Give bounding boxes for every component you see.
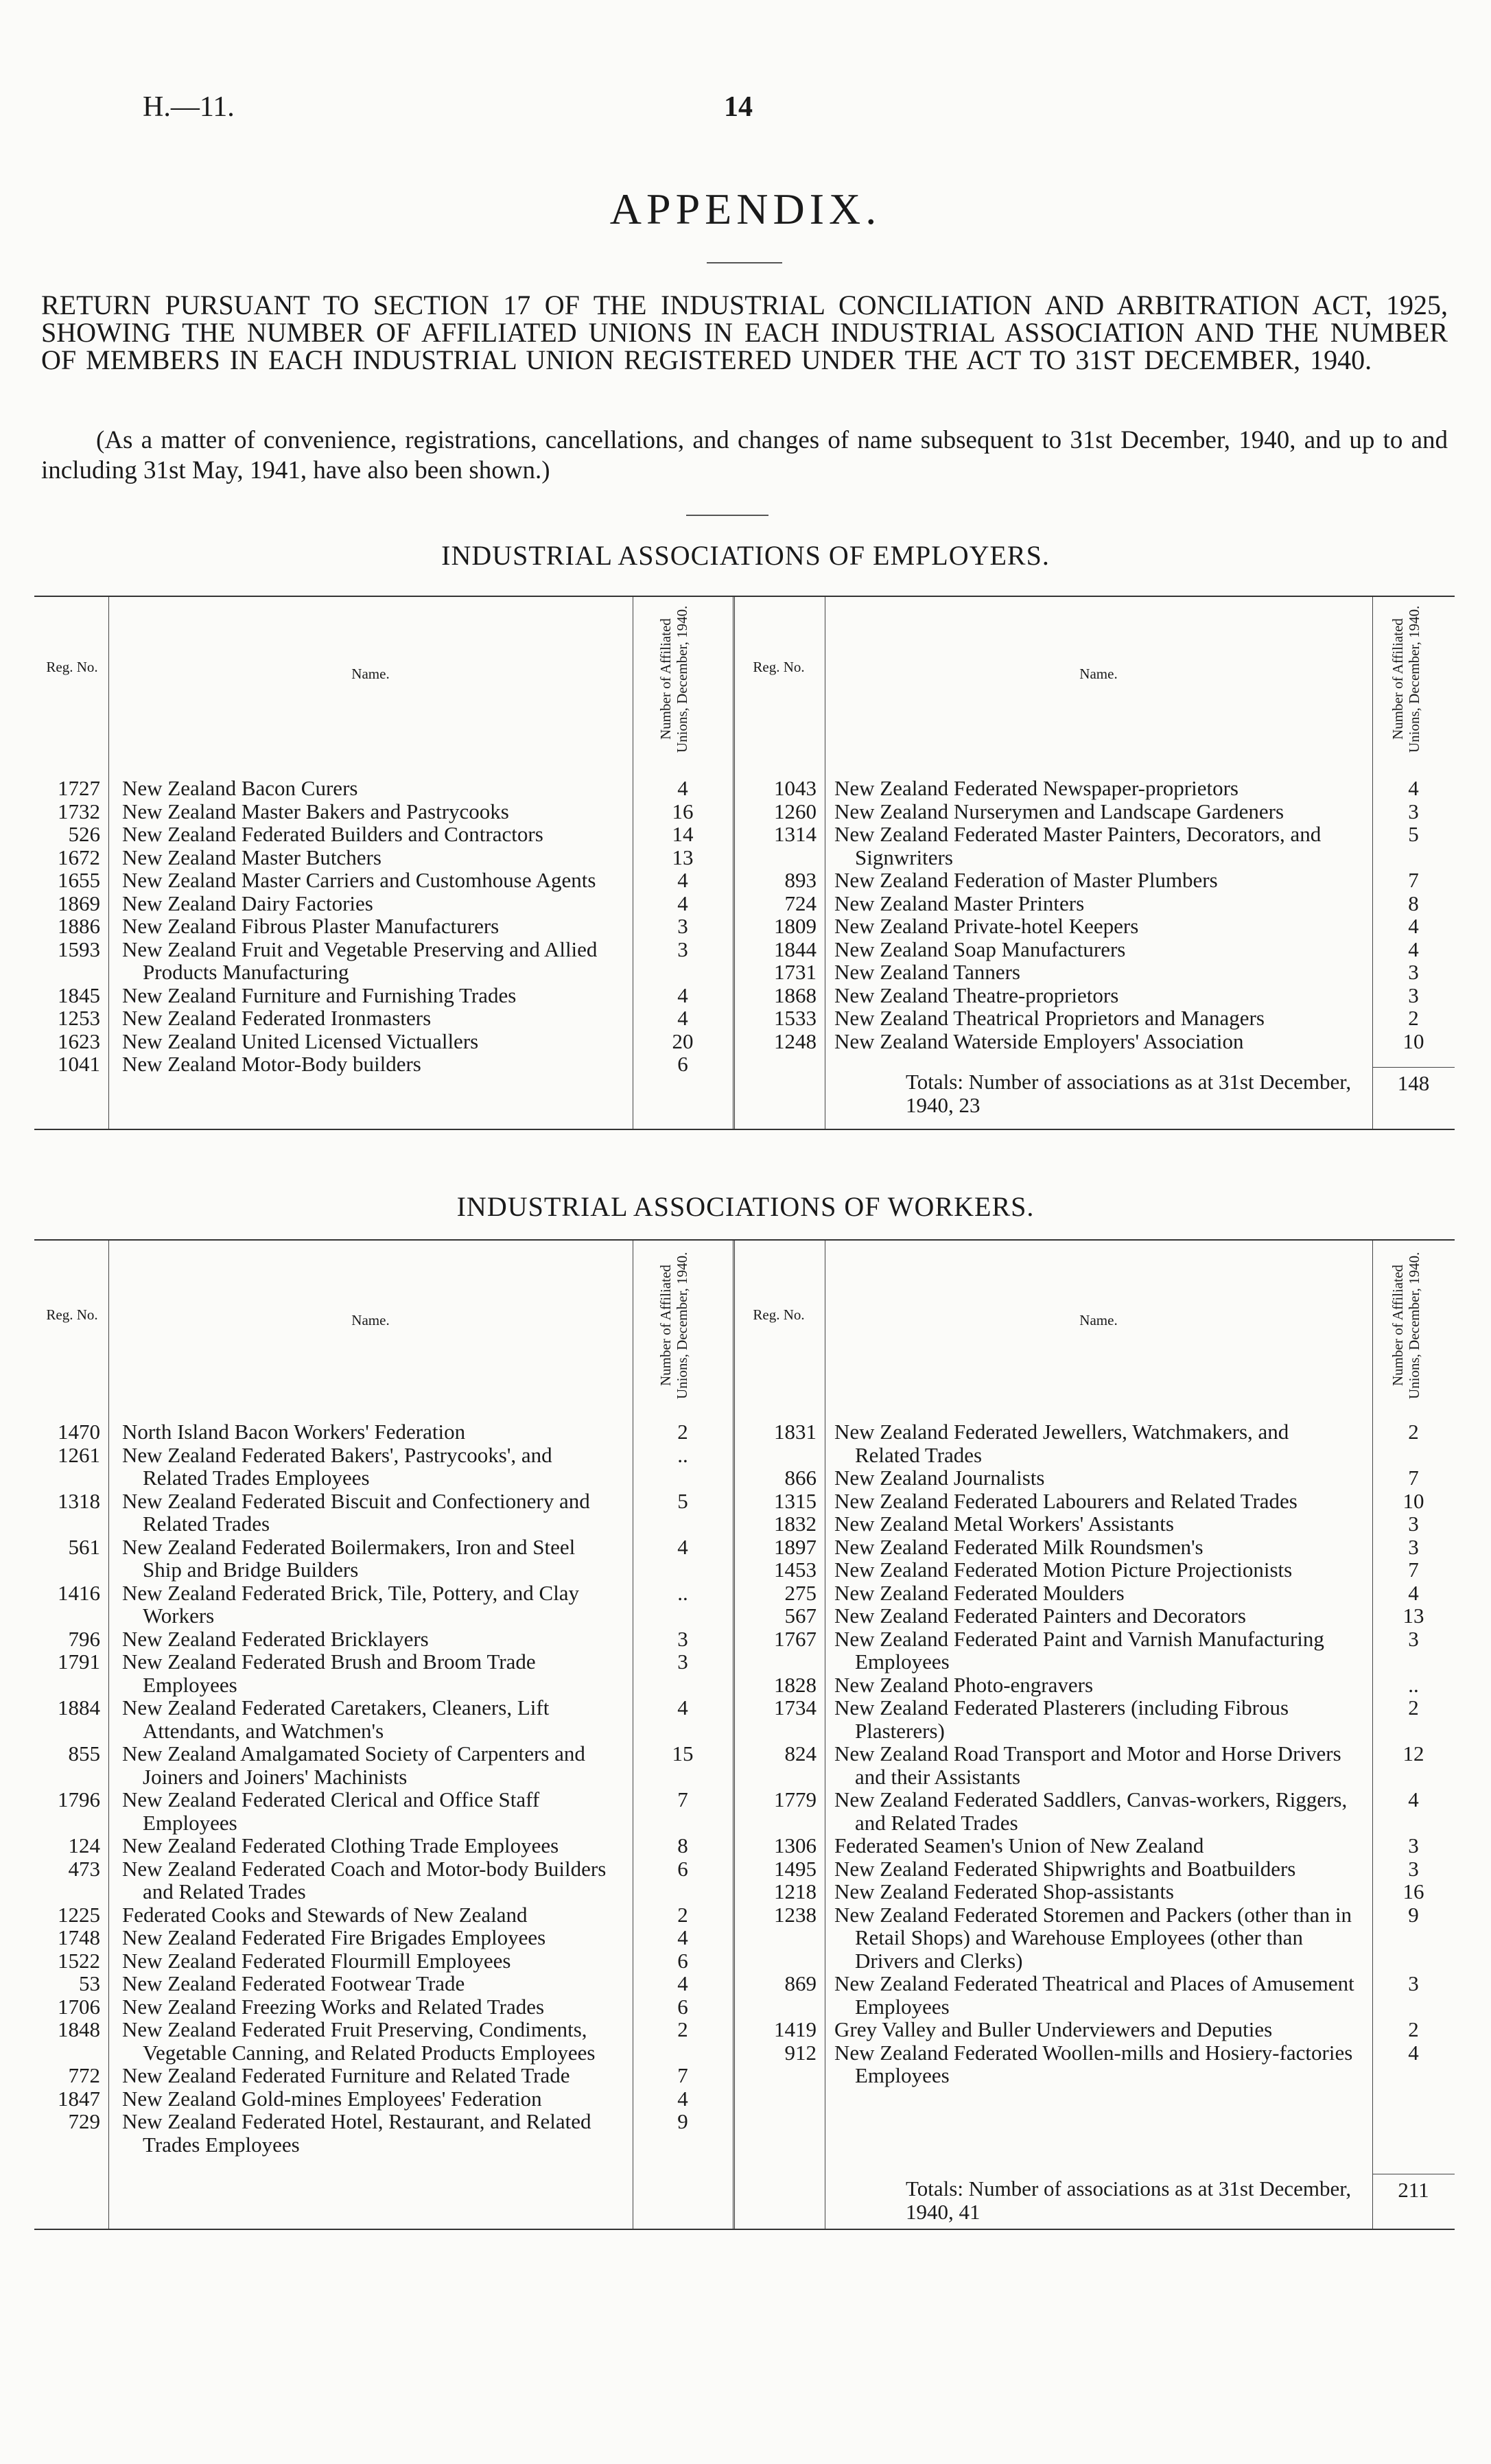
affiliated-count: 16 [672, 799, 694, 823]
table-row [34, 2064, 733, 2087]
table-row [34, 777, 733, 800]
table-row [733, 2041, 1455, 2087]
reg-number: 1779 [774, 1787, 817, 1811]
association-name: New Zealand Federated Moulders [834, 1580, 1125, 1605]
table-row [34, 1628, 733, 1651]
employers-col-name-left: Name. [351, 666, 390, 682]
table-row [733, 1696, 1455, 1742]
affiliated-count: 4 [677, 1925, 688, 1949]
affiliated-count: 5 [677, 1488, 688, 1513]
reg-number: 1847 [58, 2086, 100, 2111]
affiliated-count: 4 [677, 1971, 688, 1995]
appendix-title: APPENDIX. [609, 185, 882, 233]
association-name: North Island Bacon Workers' Federation [122, 1420, 466, 1444]
association-name: New Zealand Federated Bricklayers [122, 1626, 429, 1651]
reg-number: 866 [784, 1466, 817, 1490]
table-row [34, 1053, 733, 1076]
table-row [34, 2087, 733, 2111]
association-name: New Zealand Waterside Employers' Association [834, 1029, 1244, 1053]
page-header-reference: H.—11. [143, 91, 235, 123]
association-name: New Zealand Federated Newspaper-proprietors [834, 776, 1238, 800]
table-row [34, 1903, 733, 1927]
affiliated-count: 3 [677, 1650, 688, 1674]
association-name: New Zealand Photo-engravers [834, 1672, 1094, 1697]
association-name: New Zealand Metal Workers' Assistants [834, 1512, 1174, 1536]
association-name: New Zealand Federated Biscuit and Confectionery and Related Trades [122, 1488, 590, 1536]
workers-right-rows [733, 1420, 1455, 2087]
workers-col-reg-left: Reg. No. [46, 1306, 98, 1323]
table-row [34, 1696, 733, 1742]
affiliated-count: 2 [677, 1420, 688, 1444]
reg-number: 1809 [774, 914, 817, 938]
workers-col-reg-right: Reg. No. [753, 1306, 805, 1323]
employers-right-rows [733, 777, 1455, 1053]
table-row [34, 1420, 733, 1444]
reg-number: 1886 [58, 914, 100, 938]
table-row [733, 1558, 1455, 1582]
association-name: New Zealand Federated Hotel, Restaurant, and Related Trades Employees [122, 2109, 591, 2157]
affiliated-count: 6 [677, 1856, 688, 1881]
association-name: New Zealand Federated Woollen-mills and Hosiery-factories Employees [834, 2040, 1353, 2087]
table-row [34, 1536, 733, 1582]
association-name: New Zealand Federated Boilermakers, Iron and Steel Ship and Bridge Builders [122, 1534, 576, 1582]
affiliated-count: 4 [677, 891, 688, 915]
table-row [34, 846, 733, 869]
association-name: New Zealand Gold-mines Employees' Federation [122, 2086, 542, 2111]
affiliated-count: 2 [1408, 1696, 1419, 1720]
reg-number: 1225 [58, 1902, 100, 1927]
affiliated-count: 4 [677, 776, 688, 800]
page-number: 14 [724, 91, 753, 123]
table-row [34, 892, 733, 915]
workers-totals-label: Totals: Number of associations as at 31st December, 1940, 41 [906, 2176, 1352, 2224]
table-row [34, 1030, 733, 1053]
title-rule [707, 262, 782, 263]
association-name: New Zealand Federated Plasterers (including Fibrous Plasterers) [834, 1696, 1289, 1743]
affiliated-count: 4 [1408, 1787, 1419, 1811]
association-name: New Zealand Nurserymen and Landscape Gardeners [834, 799, 1284, 823]
affiliated-count: 8 [1408, 891, 1419, 915]
affiliated-count: 4 [677, 1696, 688, 1720]
affiliated-count: 5 [1408, 822, 1419, 846]
reg-number: 1832 [774, 1512, 817, 1536]
association-name: New Zealand Fibrous Plaster Manufacturers [122, 914, 500, 938]
association-name: New Zealand Federated Motion Picture Projectionists [834, 1558, 1293, 1582]
association-name: New Zealand Federated Painters and Decorators [834, 1604, 1246, 1628]
association-name: New Zealand Federated Paint and Varnish Manufacturing Employees [834, 1626, 1324, 1674]
affiliated-count: 4 [677, 1006, 688, 1030]
employers-table [34, 596, 1455, 1130]
reg-number: 473 [68, 1856, 100, 1881]
affiliated-count: 4 [677, 868, 688, 892]
association-name: New Zealand Federation of Master Plumbers [834, 868, 1218, 892]
workers-col-number-right: Number of Affiliated Unions, December, 1940. [1389, 1252, 1422, 1400]
association-name: New Zealand Master Bakers and Pastrycooks [122, 799, 509, 823]
reg-number: 1314 [774, 822, 817, 846]
affiliated-count: 9 [1408, 1902, 1419, 1927]
association-name: New Zealand Federated Footwear Trade [122, 1971, 465, 1995]
association-name: New Zealand Federated Clothing Trade Employees [122, 1833, 559, 1857]
affiliated-count: 3 [1408, 1971, 1419, 1995]
association-name: New Zealand Federated Brick, Tile, Pottery, and Clay Workers [122, 1580, 580, 1628]
association-name: New Zealand Federated Brush and Broom Trade Employees [122, 1650, 536, 1697]
return-heading: RETURN PURSUANT TO SECTION 17 OF THE INDUSTRIAL CONCILIATION AND ARBITRATION ACT, 1925, SHOWING THE NUMBER OF AFFILIATED UNIONS IN EACH INDUSTRIAL ASSOCIATION AND THE NUMBER OF MEMBERS IN EACH INDUSTRIAL UNION REGISTERED UNDER THE ACT TO 31ST DECEMBER, 1940. [41, 290, 1448, 375]
employers-left-rows [34, 777, 733, 1076]
note-rule [686, 515, 768, 516]
reg-number: 869 [784, 1971, 817, 1995]
association-name: New Zealand Federated Labourers and Related Trades [834, 1488, 1298, 1513]
affiliated-count: 4 [677, 983, 688, 1007]
affiliated-count: 7 [677, 1787, 688, 1811]
workers-table [34, 1239, 1455, 2230]
table-row [733, 1880, 1455, 1903]
reg-number: 1831 [774, 1420, 817, 1444]
table-row [733, 1420, 1455, 1466]
table-row [733, 1903, 1455, 1973]
affiliated-count: .. [1408, 1672, 1419, 1697]
employers-section-title: INDUSTRIAL ASSOCIATIONS OF EMPLOYERS. [441, 540, 1050, 571]
table-row [34, 1582, 733, 1628]
workers-col-number-left: Number of Affiliated Unions, December, 1940. [657, 1252, 690, 1400]
reg-number: 855 [68, 1741, 100, 1765]
table-row [34, 1007, 733, 1030]
reg-number: 1261 [58, 1442, 100, 1467]
reg-number: 1748 [58, 1925, 100, 1949]
reg-number: 275 [784, 1580, 817, 1605]
reg-number: 1041 [58, 1052, 100, 1076]
table-row [733, 1742, 1455, 1788]
reg-number: 526 [68, 822, 100, 846]
table-row [733, 1582, 1455, 1605]
reg-number: 1844 [774, 937, 817, 961]
table-row [34, 1650, 733, 1696]
association-name: New Zealand Federated Saddlers, Canvas-workers, Riggers, and Related Trades [834, 1787, 1348, 1835]
association-name: New Zealand Tanners [834, 960, 1020, 984]
table-row [733, 800, 1455, 823]
affiliated-count: 8 [677, 1833, 688, 1857]
affiliated-count: 3 [677, 1626, 688, 1651]
reg-number: 1845 [58, 983, 100, 1007]
table-row [733, 1512, 1455, 1536]
affiliated-count: 3 [1408, 1512, 1419, 1536]
association-name: Federated Cooks and Stewards of New Zealand [122, 1902, 528, 1927]
reg-number: 1593 [58, 937, 100, 961]
affiliated-count: 3 [1408, 983, 1419, 1007]
table-row [733, 869, 1455, 892]
table-row [733, 892, 1455, 915]
association-name: New Zealand Road Transport and Motor and Horse Drivers and their Assistants [834, 1741, 1341, 1789]
reg-number: 1306 [774, 1833, 817, 1857]
table-row [733, 984, 1455, 1007]
reg-number: 1884 [58, 1696, 100, 1720]
reg-number: 1848 [58, 2017, 100, 2041]
reg-number: 1869 [58, 891, 100, 915]
association-name: Federated Seamen's Union of New Zealand [834, 1833, 1204, 1857]
reg-number: 912 [784, 2040, 817, 2065]
reg-number: 1868 [774, 983, 817, 1007]
affiliated-count: 4 [677, 2086, 688, 2111]
affiliated-count: 3 [1408, 1534, 1419, 1559]
table-row [733, 1007, 1455, 1030]
table-row [733, 1604, 1455, 1628]
table-row [733, 1674, 1455, 1697]
reg-number: 1315 [774, 1488, 817, 1513]
table-row [733, 938, 1455, 961]
table-row [34, 2018, 733, 2064]
table-row [733, 961, 1455, 984]
association-name: New Zealand Amalgamated Society of Carpenters and Joiners and Joiners' Machinists [122, 1741, 585, 1789]
affiliated-count: 13 [672, 845, 694, 869]
association-name: New Zealand Federated Builders and Contractors [122, 822, 543, 846]
table-row [34, 1788, 733, 1834]
reg-number: 1623 [58, 1029, 100, 1053]
affiliated-count: 13 [1402, 1604, 1424, 1628]
table-row [34, 1995, 733, 2019]
affiliated-count: 9 [677, 2109, 688, 2133]
table-row [34, 823, 733, 846]
reg-number: 1253 [58, 1006, 100, 1030]
employers-totals-label: Totals: Number of associations as at 31st December, 1940, 23 [906, 1070, 1352, 1117]
reg-number: 824 [784, 1741, 817, 1765]
association-name: New Zealand Federated Coach and Motor-body Builders and Related Trades [122, 1856, 607, 1903]
association-name: New Zealand Furniture and Furnishing Trades [122, 983, 517, 1007]
table-row [34, 800, 733, 823]
reg-number: 53 [79, 1971, 100, 1995]
table-row [733, 1972, 1455, 2018]
association-name: New Zealand Federated Shop-assistants [834, 1879, 1175, 1903]
reg-number: 1470 [58, 1420, 100, 1444]
affiliated-count: 4 [1408, 2040, 1419, 2065]
affiliated-count: 4 [1408, 776, 1419, 800]
affiliated-count: .. [677, 1580, 688, 1605]
affiliated-count: 3 [1408, 1626, 1419, 1651]
workers-totals-value: 211 [1398, 2178, 1429, 2202]
association-name: New Zealand Federated Ironmasters [122, 1006, 432, 1030]
reg-number: 1767 [774, 1626, 817, 1651]
reg-number: 1796 [58, 1787, 100, 1811]
association-name: New Zealand Federated Master Painters, Decorators, and Signwriters [834, 822, 1322, 869]
table-row [34, 984, 733, 1007]
association-name: New Zealand Master Printers [834, 891, 1085, 915]
reg-number: 1260 [774, 799, 817, 823]
association-name: New Zealand Federated Flourmill Employees [122, 1948, 511, 1973]
reg-number: 1732 [58, 799, 100, 823]
table-row [733, 777, 1455, 800]
affiliated-count: 14 [672, 822, 694, 846]
association-name: New Zealand Journalists [834, 1466, 1045, 1490]
reg-number: 724 [784, 891, 817, 915]
association-name: New Zealand Bacon Curers [122, 776, 358, 800]
workers-left-rows [34, 1420, 733, 2156]
employers-col-number-right: Number of Affiliated Unions, December, 1940. [1389, 605, 1422, 753]
table-row [34, 1490, 733, 1536]
affiliated-count: 3 [1408, 799, 1419, 823]
association-name: New Zealand Fruit and Vegetable Preserving and Allied Products Manufacturing [122, 937, 598, 984]
employers-totals-value: 148 [1397, 1071, 1430, 1095]
affiliated-count: 10 [1402, 1029, 1424, 1053]
association-name: New Zealand Dairy Factories [122, 891, 373, 915]
note-paragraph: (As a matter of convenience, registrations, cancellations, and changes of name subsequent to 31st December, 1940, and up to and including 31st May, 1941, have also been shown.) [41, 426, 1448, 484]
reg-number: 1672 [58, 845, 100, 869]
affiliated-count: 3 [1408, 960, 1419, 984]
affiliated-count: .. [677, 1442, 688, 1467]
association-name: New Zealand Freezing Works and Related Trades [122, 1994, 545, 2019]
table-row [733, 1788, 1455, 1834]
reg-number: 1218 [774, 1879, 817, 1903]
affiliated-count: 4 [1408, 914, 1419, 938]
association-name: New Zealand United Licensed Victuallers [122, 1029, 479, 1053]
table-row [34, 915, 733, 938]
reg-number: 1453 [774, 1558, 817, 1582]
reg-number: 1727 [58, 776, 100, 800]
reg-number: 124 [68, 1833, 100, 1857]
table-row [34, 1926, 733, 1949]
table-row [34, 1742, 733, 1788]
table-row [34, 1444, 733, 1490]
association-name: New Zealand Theatrical Proprietors and Managers [834, 1006, 1265, 1030]
table-row [733, 1536, 1455, 1559]
affiliated-count: 2 [1408, 1006, 1419, 1030]
affiliated-count: 7 [1408, 1466, 1419, 1490]
workers-col-name-left: Name. [351, 1312, 390, 1328]
association-name: New Zealand Federated Caretakers, Cleaners, Lift Attendants, and Watchmen's [122, 1696, 550, 1743]
reg-number: 1734 [774, 1696, 817, 1720]
association-name: New Zealand Federated Theatrical and Places of Amusement Employees [834, 1971, 1354, 2019]
employers-col-name-right: Name. [1079, 666, 1118, 682]
workers-col-name-right: Name. [1079, 1312, 1118, 1328]
association-name: New Zealand Theatre-proprietors [834, 983, 1119, 1007]
affiliated-count: 20 [672, 1029, 694, 1053]
reg-number: 772 [68, 2063, 100, 2087]
table-row [34, 1834, 733, 1857]
employers-col-number-left: Number of Affiliated Unions, December, 1940. [657, 605, 690, 753]
association-name: New Zealand Private-hotel Keepers [834, 914, 1139, 938]
reg-number: 567 [784, 1604, 817, 1628]
association-name: New Zealand Federated Milk Roundsmen's [834, 1534, 1204, 1559]
association-name: New Zealand Federated Clerical and Office Staff Employees [122, 1787, 540, 1835]
reg-number: 1655 [58, 868, 100, 892]
affiliated-count: 6 [677, 1948, 688, 1973]
reg-number: 1533 [774, 1006, 817, 1030]
table-row [34, 1949, 733, 1973]
reg-number: 1495 [774, 1856, 817, 1881]
reg-number: 1238 [774, 1902, 817, 1927]
association-name: New Zealand Federated Shipwrights and Boatbuilders [834, 1856, 1296, 1881]
table-row [733, 1834, 1455, 1857]
reg-number: 1248 [774, 1029, 817, 1053]
table-row [733, 1857, 1455, 1881]
table-row [34, 1972, 733, 1995]
affiliated-count: 6 [677, 1994, 688, 2019]
affiliated-count: 2 [1408, 1420, 1419, 1444]
table-row [733, 915, 1455, 938]
affiliated-count: 2 [1408, 2017, 1419, 2041]
table-row [34, 938, 733, 984]
affiliated-count: 4 [1408, 937, 1419, 961]
affiliated-count: 12 [1402, 1741, 1424, 1765]
association-name: New Zealand Federated Fruit Preserving, Condiments, Vegetable Canning, and Related Products Employees [122, 2017, 596, 2065]
association-name: New Zealand Motor-Body builders [122, 1052, 421, 1076]
employers-col-reg-left: Reg. No. [46, 659, 98, 675]
reg-number: 1318 [58, 1488, 100, 1513]
affiliated-count: 7 [1408, 1558, 1419, 1582]
reg-number: 1416 [58, 1580, 100, 1605]
association-name: New Zealand Master Butchers [122, 845, 381, 869]
reg-number: 893 [784, 868, 817, 892]
affiliated-count: 4 [677, 1534, 688, 1559]
affiliated-count: 3 [1408, 1856, 1419, 1881]
reg-number: 729 [68, 2109, 100, 2133]
reg-number: 1897 [774, 1534, 817, 1559]
affiliated-count: 15 [672, 1741, 694, 1765]
table-row [733, 1030, 1455, 1053]
affiliated-count: 7 [1408, 868, 1419, 892]
association-name: New Zealand Federated Jewellers, Watchmakers, and Related Trades [834, 1420, 1289, 1467]
affiliated-count: 2 [677, 1902, 688, 1927]
reg-number: 796 [68, 1626, 100, 1651]
association-name: New Zealand Federated Storemen and Packers (other than in Retail Shops) and Warehouse Employees (other than Drivers and Clerks) [834, 1902, 1352, 1973]
workers-section-title: INDUSTRIAL ASSOCIATIONS OF WORKERS. [456, 1191, 1035, 1222]
table-row [733, 823, 1455, 869]
table-row [34, 2110, 733, 2156]
reg-number: 561 [68, 1534, 100, 1559]
affiliated-count: 7 [677, 2063, 688, 2087]
table-row [733, 1466, 1455, 1490]
association-name: Grey Valley and Buller Underviewers and Deputies [834, 2017, 1273, 2041]
affiliated-count: 3 [677, 914, 688, 938]
affiliated-count: 10 [1402, 1488, 1424, 1513]
reg-number: 1828 [774, 1672, 817, 1697]
association-name: New Zealand Federated Furniture and Related Trade [122, 2063, 570, 2087]
reg-number: 1043 [774, 776, 817, 800]
table-row [733, 2018, 1455, 2041]
table-row [733, 1490, 1455, 1513]
reg-number: 1731 [774, 960, 817, 984]
reg-number: 1706 [58, 1994, 100, 2019]
affiliated-count: 3 [677, 937, 688, 961]
affiliated-count: 16 [1402, 1879, 1424, 1903]
affiliated-count: 3 [1408, 1833, 1419, 1857]
affiliated-count: 4 [1408, 1580, 1419, 1605]
table-row [733, 1628, 1455, 1674]
reg-number: 1419 [774, 2017, 817, 2041]
affiliated-count: 6 [677, 1052, 688, 1076]
association-name: New Zealand Master Carriers and Customhouse Agents [122, 868, 596, 892]
employers-col-reg-right: Reg. No. [753, 659, 805, 675]
table-row [34, 1857, 733, 1903]
reg-number: 1791 [58, 1650, 100, 1674]
association-name: New Zealand Federated Bakers', Pastrycooks', and Related Trades Employees [122, 1442, 552, 1490]
association-name: New Zealand Federated Fire Brigades Employees [122, 1925, 546, 1949]
association-name: New Zealand Soap Manufacturers [834, 937, 1126, 961]
table-row [34, 869, 733, 892]
reg-number: 1522 [58, 1948, 100, 1973]
affiliated-count: 2 [677, 2017, 688, 2041]
